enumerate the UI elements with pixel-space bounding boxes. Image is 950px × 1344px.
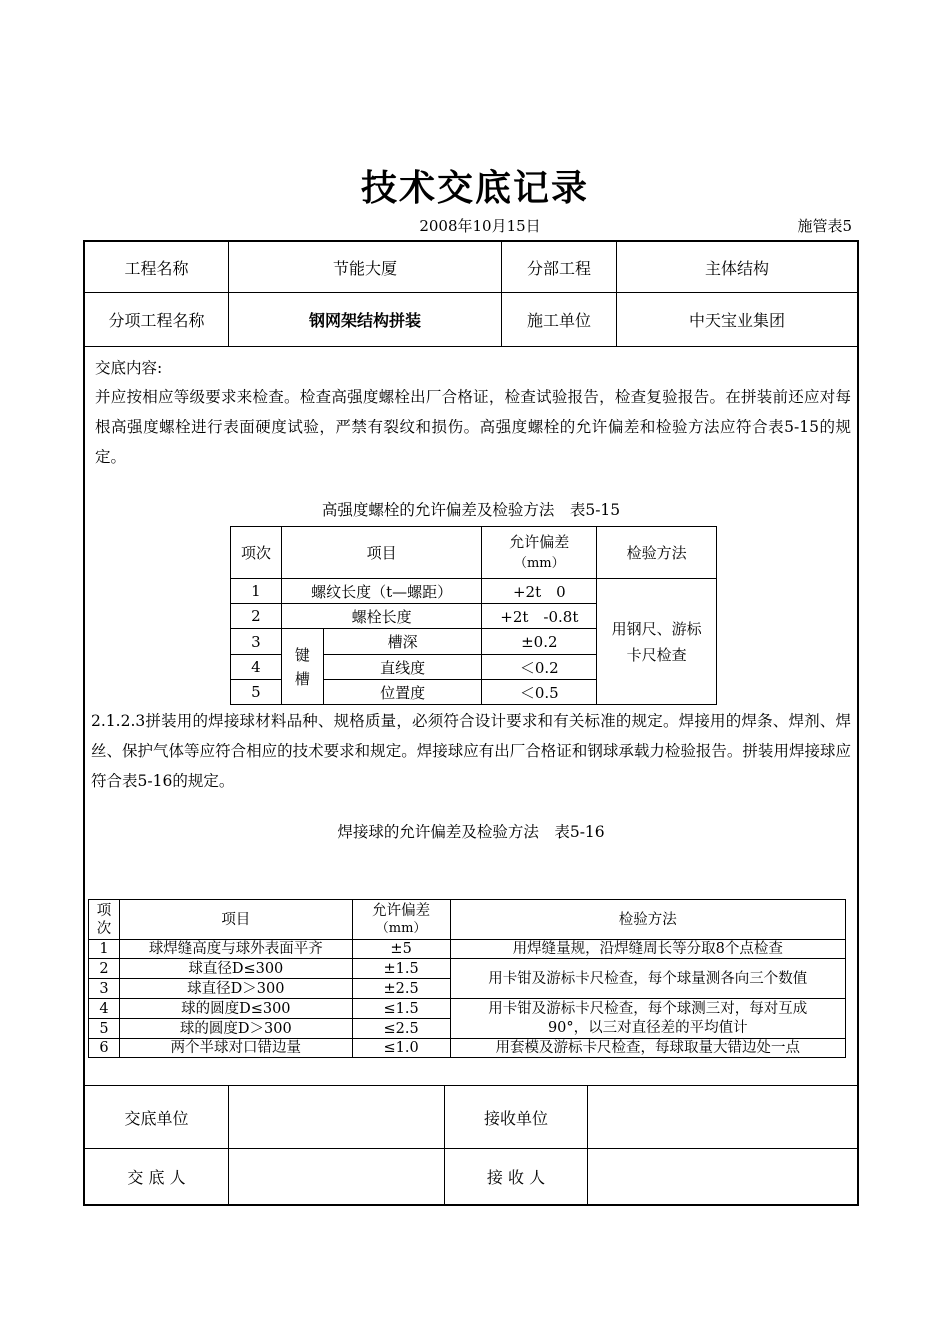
t1-row4-tol: ＜0.2 [482,655,597,680]
header-row-2 [85,292,857,347]
table2-caption: 焊接球的允许偏差及检验方法 表5-16 [337,823,605,841]
issuer-field[interactable] [229,1147,445,1206]
t2-row4-no: 4 [89,999,120,1019]
t1-header-method: 检验方法 [597,527,717,579]
t2-row6-method: 用套模及游标卡尺检查，每球取量大错边处一点 [450,1039,845,1058]
t2-row6-item: 两个半球对口错边量 [119,1039,352,1058]
content-paragraph-2: 2.1.2.3拼装用的焊接球材料品种、规格质量，必须符合设计要求和有关标准的规定。焊接用的焊条、焊剂、焊丝、保护气体等应符合相应的技术要求和规定。焊接球应有出厂合格证和钢球承载力检验报告。拼装用焊接球应符合表5-16的规定。 [91,712,851,790]
content-paragraph-1: 并应按相应等级要求来检查。检查高强度螺栓出厂合格证，检查试验报告，检查复验报告。在拼装前还应对每根高强度螺栓进行表面硬度试验，严禁有裂纹和损伤。高强度螺栓的允许偏差和检验方法应符合表5-15的规定。 [95,388,851,466]
t1-row5-item: 位置度 [323,680,482,705]
t2-row2-tol: ±1.5 [352,959,450,979]
t2-header-tol-label: 允许偏差 [372,902,431,919]
contractor-value: 中天宝业集团 [688,310,785,330]
t2-row45-method-line2: 90°，以三对直径差的平均值计 [547,1019,748,1036]
t1-header-no: 项次 [231,527,282,579]
t1-method-line2: 卡尺检查 [626,645,687,664]
t1-group-label [281,629,323,705]
t1-method-line1: 用钢尺、游标 [611,619,702,638]
table-row [89,959,846,979]
t2-row2-no: 2 [89,959,120,979]
t2-header-no [89,900,120,940]
t2-header-tol [352,900,450,940]
document-title: 技术交底记录 [360,168,589,209]
receiver-unit-label: 接收单位 [445,1086,588,1148]
t1-row3-no: 3 [231,629,282,655]
issuer-unit-field[interactable] [229,1086,445,1148]
t2-row23-method: 用卡钳及游标卡尺检查，每个球量测各向三个数值 [450,959,845,999]
division-label: 分部工程 [502,242,617,292]
table-row [231,579,717,604]
t1-row4-item: 直线度 [323,655,482,680]
t1-row4-no: 4 [231,655,282,680]
t2-row6-tol: ≤1.0 [352,1039,450,1058]
t2-row5-tol: ≤2.5 [352,1019,450,1039]
t1-header-tol-unit: （mm） [513,555,565,571]
t2-row4-item: 球的圆度D≤300 [119,999,352,1019]
t2-row1-method: 用焊缝量规，沿焊缝周长等分取8个点检查 [450,940,845,959]
t2-row45-method-line1: 用卡钳及游标卡尺检查，每个球测三对，每对互成 [488,1000,808,1017]
contractor-label: 施工单位 [502,292,617,346]
project-name-label: 工程名称 [85,242,229,292]
t2-row1-item: 球焊缝高度与球外表面平齐 [119,940,352,959]
record-form [83,240,859,1206]
document-date: 2008年10月15日 [419,217,541,235]
t1-group-label-1: 键 [294,645,310,664]
table-row [89,1039,846,1058]
t1-row3-tol: ±0.2 [482,629,597,655]
t2-row3-item: 球直径D＞300 [119,979,352,999]
header-row-1 [85,242,857,293]
t1-group-label-2: 槽 [294,669,310,688]
t2-header-item: 项目 [119,900,352,940]
form-number: 施管表5 [797,217,852,235]
t2-row5-item: 球的圆度D＞300 [119,1019,352,1039]
t1-row1-tol: +2t 0 [482,579,597,604]
receiver-label: 接 收 人 [445,1147,588,1206]
ball-tolerance-table [88,899,846,1058]
t1-row2-item: 螺栓长度 [281,604,481,629]
division-value: 主体结构 [704,258,769,278]
t2-row1-no: 1 [89,940,120,959]
t1-row2-no: 2 [231,604,282,629]
content-heading: 交底内容: [95,359,163,377]
t2-row45-method [450,999,845,1039]
footer-row-person [85,1147,857,1206]
t1-row2-tol: +2t -0.8t [482,604,597,629]
t1-header-tol [482,527,597,579]
issuer-unit-label: 交底单位 [85,1086,229,1148]
t2-row2-item: 球直径D≤300 [119,959,352,979]
receiver-field[interactable] [588,1147,857,1206]
t1-row1-no: 1 [231,579,282,604]
t1-row5-no: 5 [231,680,282,705]
issuer-label: 交 底 人 [85,1147,229,1206]
table-row [89,940,846,959]
t2-row5-no: 5 [89,1019,120,1039]
t1-header-item: 项目 [281,527,481,579]
table1-caption: 高强度螺栓的允许偏差及检验方法 表5-15 [321,501,621,519]
t2-row3-tol: ±2.5 [352,979,450,999]
project-name-value: 节能大厦 [229,242,502,292]
t2-header-method: 检验方法 [450,900,845,940]
t2-row1-tol: ±5 [352,940,450,959]
receiver-unit-field[interactable] [588,1086,857,1148]
subproject-value: 钢网架结构拼装 [229,292,502,346]
t2-header-no-1: 项 [96,902,112,919]
t1-row1-item: 螺纹长度（t—螺距） [281,579,481,604]
t2-row4-tol: ≤1.5 [352,999,450,1019]
t2-row3-no: 3 [89,979,120,999]
t2-row6-no: 6 [89,1039,120,1058]
t1-row5-tol: ＜0.5 [482,680,597,705]
subproject-label: 分项工程名称 [85,292,229,346]
t1-method [597,579,717,705]
t2-header-no-2: 次 [96,920,112,937]
t1-row3-item: 槽深 [323,629,482,655]
table-row [89,999,846,1019]
t1-header-tol-label: 允许偏差 [509,532,570,551]
footer-row-unit [85,1085,857,1149]
t2-header-tol-unit: （mm） [375,920,427,936]
bolt-tolerance-table [230,526,717,705]
